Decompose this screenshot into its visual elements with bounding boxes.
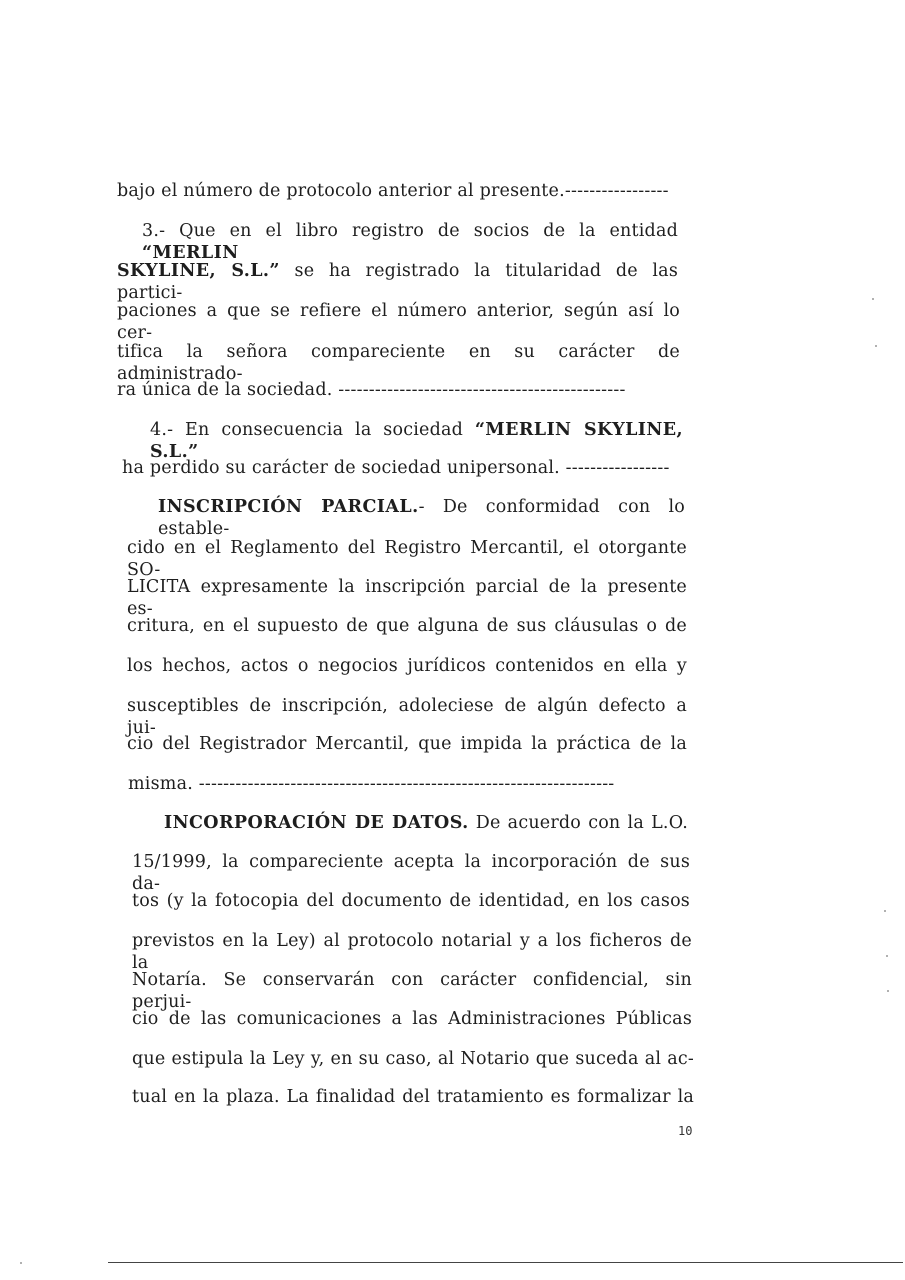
text-line: cio de las comunicaciones a las Administraciones Públicas — [132, 1009, 692, 1029]
text-line: cio del Registrador Mercantil, que impida la práctica de la — [127, 734, 687, 754]
text-line: INSCRIPCIÓN PARCIAL.- De conformidad con lo estable- — [158, 497, 685, 539]
text-line: bajo el número de protocolo anterior al presente.----------------- — [117, 181, 669, 201]
page-number: 10 — [678, 1124, 693, 1138]
text-line: tos (y la fotocopia del documento de identidad, en los casos — [132, 891, 690, 911]
text-line: Notaría. Se conservarán con carácter confidencial, sin perjui- — [132, 970, 692, 1012]
text-line: ha perdido su carácter de sociedad unipersonal. ----------------- — [122, 458, 670, 478]
text-line: tual en la plaza. La finalidad del tratamiento es formalizar la — [132, 1087, 694, 1107]
text-line: SKYLINE, S.L.” se ha registrado la titularidad de las partici- — [117, 261, 679, 303]
text-line: paciones a que se refiere el número anterior, según así lo cer- — [117, 301, 680, 343]
scan-speck — [875, 345, 877, 347]
text-line: que estipula la Ley y, en su caso, al Notario que suceda al ac- — [132, 1049, 694, 1069]
text-line: los hechos, actos o negocios jurídicos contenidos en ella y — [127, 656, 687, 676]
bottom-rule — [108, 1262, 903, 1263]
scan-speck — [20, 1262, 22, 1264]
text-line: misma. -------------------------------------------------------------------- — [128, 774, 615, 794]
text-line: 4.- En consecuencia la sociedad “MERLIN SKYLINE, S.L.” — [150, 420, 684, 462]
text-line: LICITA expresamente la inscripción parcial de la presente es- — [127, 577, 687, 619]
text-line: INCORPORACIÓN DE DATOS. De acuerdo con la L.O. — [164, 813, 688, 833]
text-line: tifica la señora compareciente en su carácter de administrado- — [117, 342, 680, 384]
scan-speck — [872, 298, 874, 300]
text-line: susceptibles de inscripción, adoleciese de algún defecto a jui- — [127, 696, 687, 738]
text-line: cido en el Reglamento del Registro Mercantil, el otorgante SO- — [127, 538, 687, 580]
scan-speck — [886, 955, 888, 957]
scan-speck — [887, 990, 889, 992]
text-line: critura, en el supuesto de que alguna de sus cláusulas o de — [127, 616, 687, 636]
text-line: previstos en la Ley) al protocolo notarial y a los ficheros de la — [132, 931, 692, 973]
text-line: 15/1999, la compareciente acepta la incorporación de sus da- — [132, 852, 690, 894]
text-line: 3.- Que en el libro registro de socios de la entidad “MERLIN — [142, 221, 678, 263]
text-line: ra única de la sociedad. ----------------------------------------------- — [117, 380, 626, 400]
scan-speck — [884, 910, 886, 912]
